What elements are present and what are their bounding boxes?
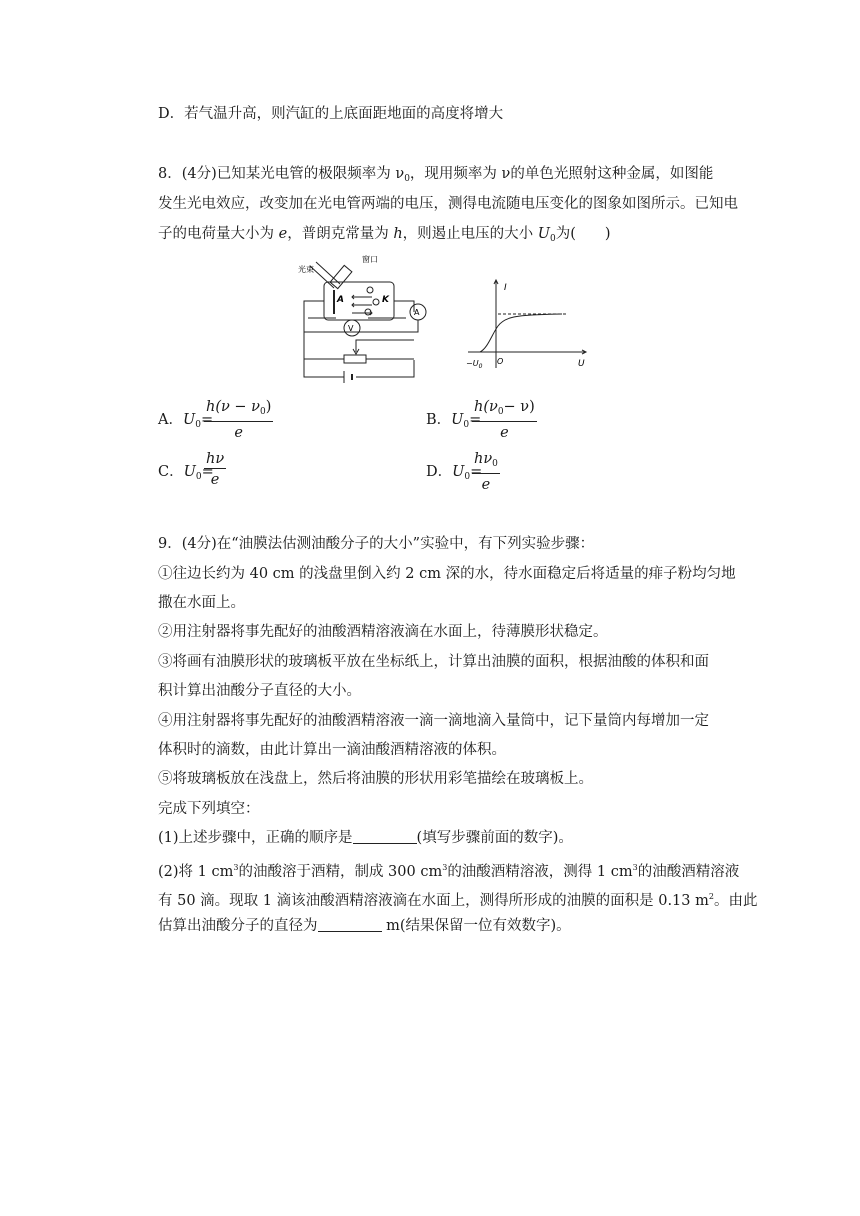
q9-step4-line1: ④用注射器将事先配好的油酸酒精溶液一滴一滴地滴入量筒中，记下量筒内每增加一定 — [158, 713, 709, 729]
q8-option-d-fraction: $\frac{h\nu_0}{e}$ — [474, 451, 498, 493]
label-ammeter: A — [414, 308, 420, 317]
q9-step1-line2: 撒在水面上。 — [158, 595, 245, 611]
q8-stem-line2: 发生光电效应，改变加在光电管两端的电压，测得电流随电压变化的图象如图所示。已知电 — [158, 196, 738, 212]
q9-part2-line3: 估算出油酸分子的直径为 m(结果保留一位有效数字)。 — [158, 918, 571, 934]
q9-part2-line2: 有 50 滴。现取 1 滴该油酸酒精溶液滴在水面上，测得所形成的油膜的面积是 0.13 $m^2$。由此 — [158, 892, 758, 909]
photoelectric-circuit-figure — [296, 252, 436, 384]
q9-step4-line2: 体积时的滴数，由此计算出一滴油酸酒精溶液的体积。 — [158, 742, 506, 758]
axis-origin: O — [497, 357, 504, 366]
q9-fill-prompt: 完成下列填空： — [158, 801, 260, 817]
q8-option-d[interactable]: D．$U_0=$ — [426, 464, 483, 482]
q9-step3-line2: 积计算出油酸分子直径的大小。 — [158, 683, 361, 699]
label-window: 窗口 — [362, 255, 378, 264]
q9-intro: 9．(4分)在“油膜法估测油酸分子的大小”实验中，有下列实验步骤： — [158, 536, 595, 552]
q9-step2: ②用注射器将事先配好的油酸酒精溶液滴在水面上，待薄膜形状稳定。 — [158, 624, 608, 640]
q8-option-a-fraction: $\frac{h(\nu - \nu_0)}{e}$ — [206, 399, 272, 441]
q8-stem-line3: 子的电荷量大小为 e，普朗克常量为 h，则遏止电压的大小 $U_0$为( ) — [158, 226, 611, 244]
q7-option-d: D．若气温升高，则汽缸的上底面距地面的高度将增大 — [158, 106, 504, 122]
answer-blank-2[interactable] — [318, 917, 382, 932]
q9-part1: (1)上述步骤中，正确的顺序是 (填写步骤前面的数字)。 — [158, 830, 573, 846]
q8-option-c[interactable]: C．$U_0=$ — [158, 464, 214, 482]
q9-part2-line1: (2)将 1 $cm^3$的油酸溶于酒精，制成 300 $cm^3$的油酸酒精溶液，测得 1 $cm^3$的油酸酒精溶液 — [158, 863, 740, 880]
current-voltage-graph — [462, 276, 592, 372]
q9-step1-line1: ①往边长约为 40 cm 的浅盘里倒入约 2 cm 深的水，待水面稳定后将适量的痱子粉均匀地 — [158, 566, 736, 582]
label-voltmeter: V — [348, 324, 354, 333]
label-light-beam: 光束 — [298, 265, 314, 274]
q8-option-b[interactable]: B．$U_0=$ — [426, 412, 482, 430]
q9-step5: ⑤将玻璃板放在浅盘上，然后将油膜的形状用彩笔描绘在玻璃板上。 — [158, 771, 593, 787]
q8-option-a[interactable]: A．$U_0=$ — [158, 412, 214, 430]
label-cathode: K — [382, 295, 389, 305]
axis-label-U: U — [578, 359, 585, 369]
q8-stem-line1: 8．(4分)已知某光电管的极限频率为 $\nu_0$，现用频率为 ν的单色光照射这种金属，如图能 — [158, 166, 714, 184]
stopping-voltage-label: $-U_0$ — [466, 359, 483, 370]
q8-option-b-fraction: $\frac{h(\nu_0- \nu)}{e}$ — [474, 399, 535, 441]
axis-label-I: I — [504, 283, 507, 293]
answer-blank-1[interactable] — [353, 829, 417, 844]
q8-option-c-fraction: $\frac{h\nu}{e}$ — [206, 451, 225, 488]
label-anode: A — [337, 295, 344, 305]
q9-step3-line1: ③将画有油膜形状的玻璃板平放在坐标纸上，计算出油膜的面积，根据油酸的体积和面 — [158, 654, 709, 670]
